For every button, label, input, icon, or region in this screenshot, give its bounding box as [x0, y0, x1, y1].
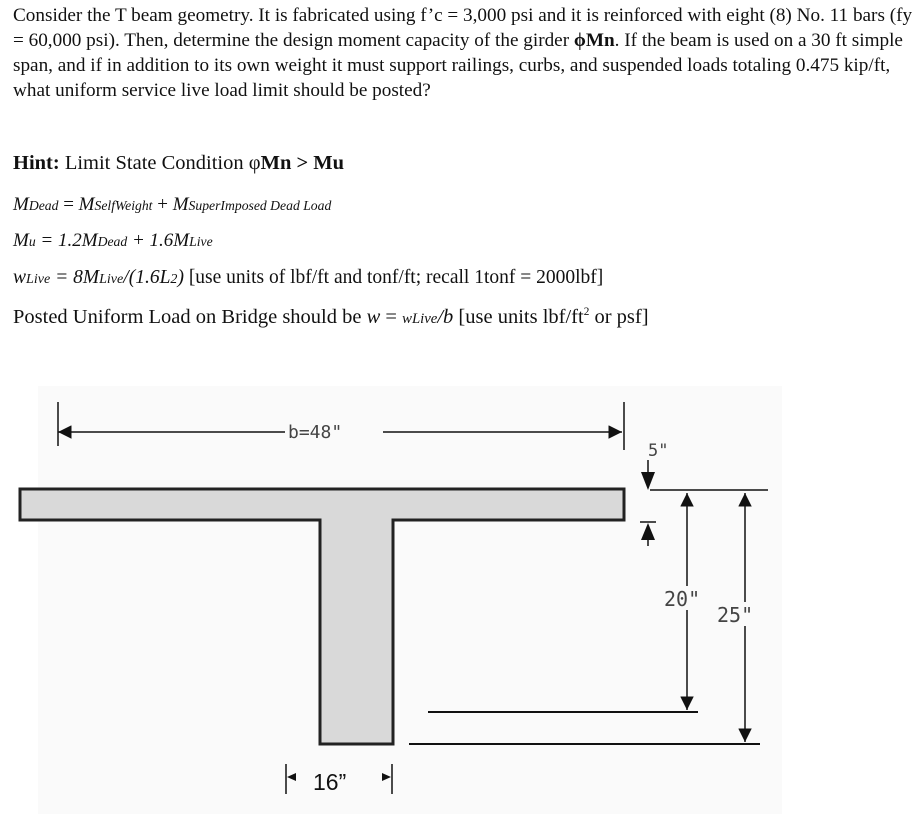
web-width-label: 16”: [313, 769, 347, 795]
hint-condition: Mn > Mu: [260, 152, 345, 174]
formula-posted: Posted Uniform Load on Bridge should be w = wLive/b [use units lbf/$ft^2$ or psf]: [13, 306, 649, 328]
hint-line: Hint: Limit State Condition φMn > Mu: [13, 152, 345, 174]
phi-mn: ϕMn: [573, 30, 615, 51]
hint-label: Hint:: [13, 152, 60, 174]
t-beam-figure: [0, 380, 921, 817]
depth-label: 20": [664, 587, 701, 611]
flange-width-label: b=48": [288, 422, 343, 443]
problem-statement: Consider the T beam geometry. It is fabricated using f’c = 3,000 psi and it is reinforced with eight (8) No. 11 bars (fy = 60,000 psi). Then, determine the design moment capacity of the girder ϕMn. If the beam is used on a 30 ft simple span, and if in addition to its own weight it must support railings, curbs, and suspended loads totaling 0.475 kip/ft, what uniform service live load limit should be posted?: [13, 5, 913, 101]
flange-thickness-label: 5": [648, 441, 669, 461]
formula-mdead: MDead = MSelfWeight + MSuperImposed Dead Load: [13, 194, 332, 215]
formula-wlive: wLive = 8MLive/(1.6L2) [use units of lbf/ft and tonf/ft; recall 1tonf = 2000lbf]: [13, 267, 604, 288]
height-label: 25": [717, 603, 754, 627]
formula-mu: Mu = 1.2MDead + 1.6MLive: [13, 230, 213, 251]
